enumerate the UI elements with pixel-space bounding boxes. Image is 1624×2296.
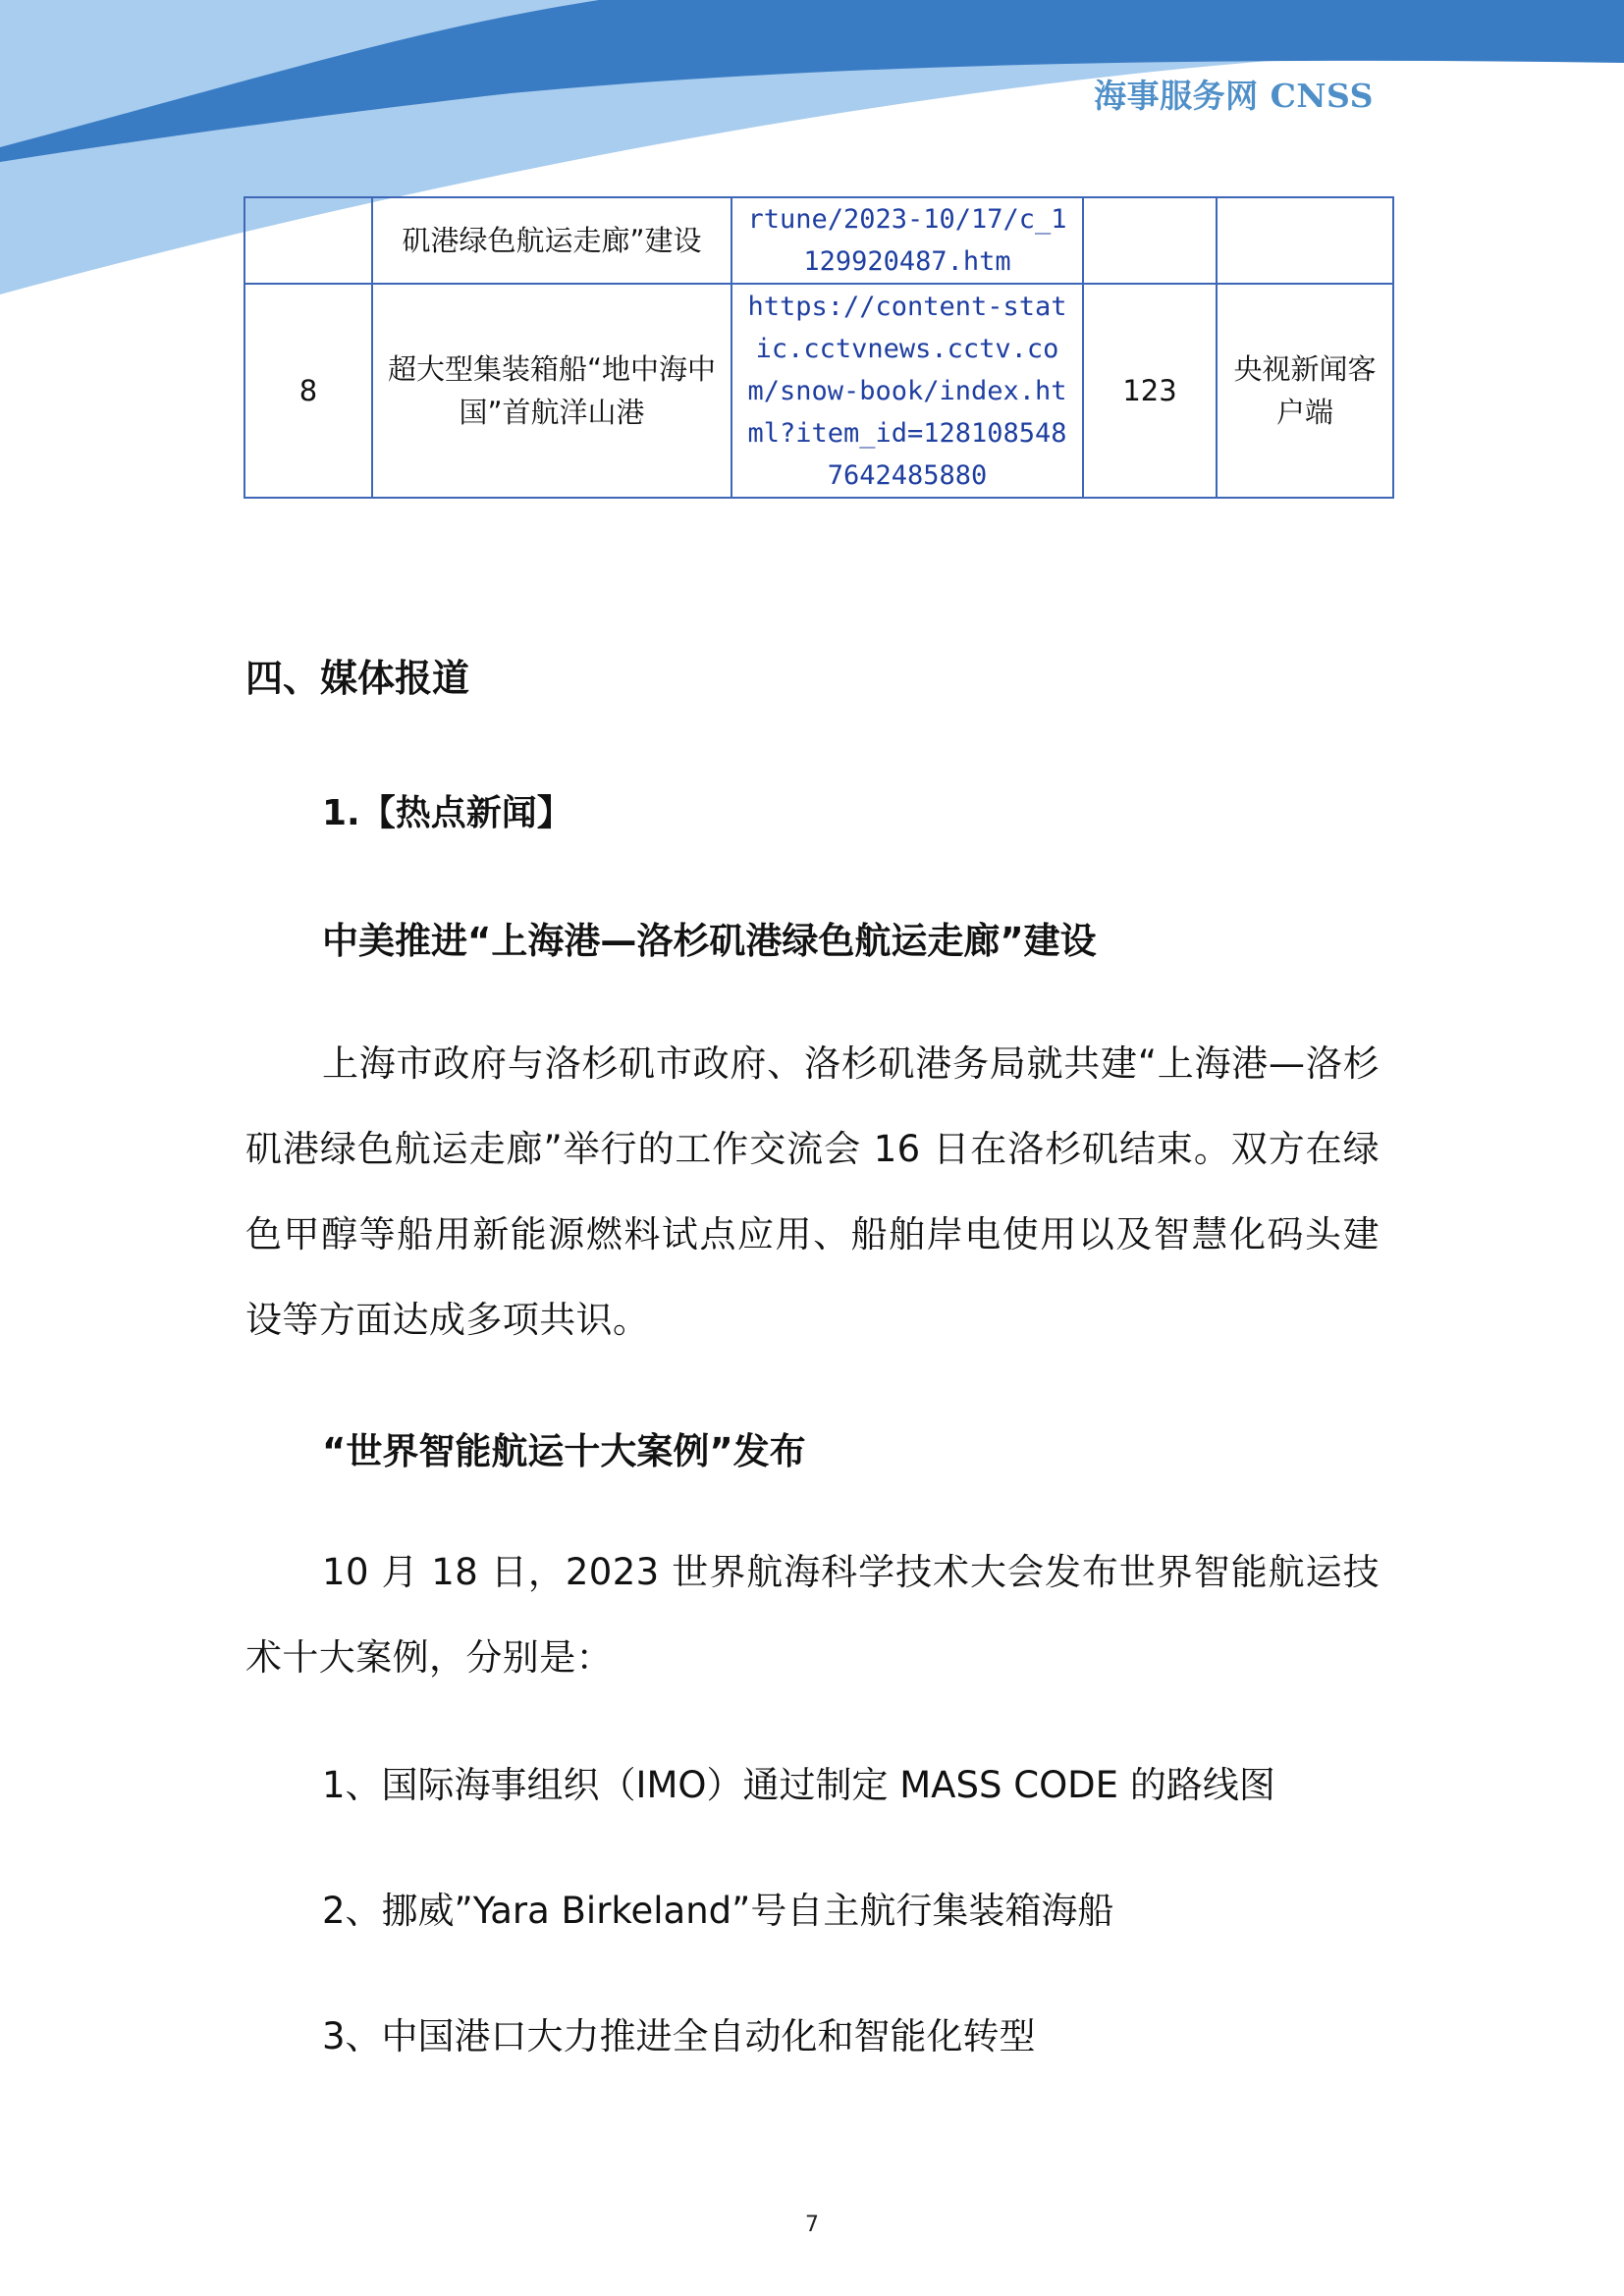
table-row — [244, 197, 1393, 284]
row-title: 矶港绿色航运走廊”建设 — [372, 197, 731, 284]
page-number: 7 — [805, 2213, 819, 2237]
row-count — [1083, 197, 1217, 284]
sub-heading: 1.【热点新闻】 — [322, 793, 572, 833]
row-count: 123 — [1083, 284, 1217, 498]
row-number: 8 — [244, 284, 372, 498]
list-item: 3、中国港口大力推进全自动化和智能化转型 — [322, 2015, 1036, 2057]
brand-logo-text: 海事服务网 CNSS — [1094, 77, 1374, 115]
list-item: 2、挪威”Yara Birkeland”号自主航行集装箱海船 — [322, 1890, 1114, 1932]
row-link[interactable]: rtune/2023-10/17/c_1129920487.htm — [731, 197, 1083, 284]
news-body: 上海市政府与洛杉矶市政府、洛杉矶港务局就共建“上海港—洛杉矶港绿色航运走廊”举行的工作交流会 16 日在洛杉矶结束。双方在绿色甲醇等船用新能源燃料试点应用、船舶岸电使用以及智慧化码头建设等方面达成多项共识。 — [245, 1042, 1380, 1341]
row-link[interactable]: https://content-static.cctvnews.cctv.com/snow-book/index.html?item_id=1281085487642485880 — [731, 284, 1083, 498]
row-source: 央视新闻客户端 — [1217, 284, 1393, 498]
row-title: 超大型集装箱船“地中海中国”首航洋山港 — [372, 284, 731, 498]
row-source — [1217, 197, 1393, 284]
news-body: 10 月 18 日，2023 世界航海科学技术大会发布世界智能航运技术十大案例，分别是： — [245, 1551, 1380, 1679]
coverage-table — [244, 196, 1394, 499]
section-heading: 四、媒体报道 — [245, 657, 470, 700]
row-number — [244, 197, 372, 284]
table-row — [244, 284, 1393, 498]
news-headline: 中美推进“上海港—洛杉矶港绿色航运走廊”建设 — [322, 920, 1097, 962]
list-item: 1、国际海事组织（IMO）通过制定 MASS CODE 的路线图 — [322, 1764, 1275, 1806]
news-headline: “世界智能航运十大案例”发布 — [322, 1430, 806, 1472]
